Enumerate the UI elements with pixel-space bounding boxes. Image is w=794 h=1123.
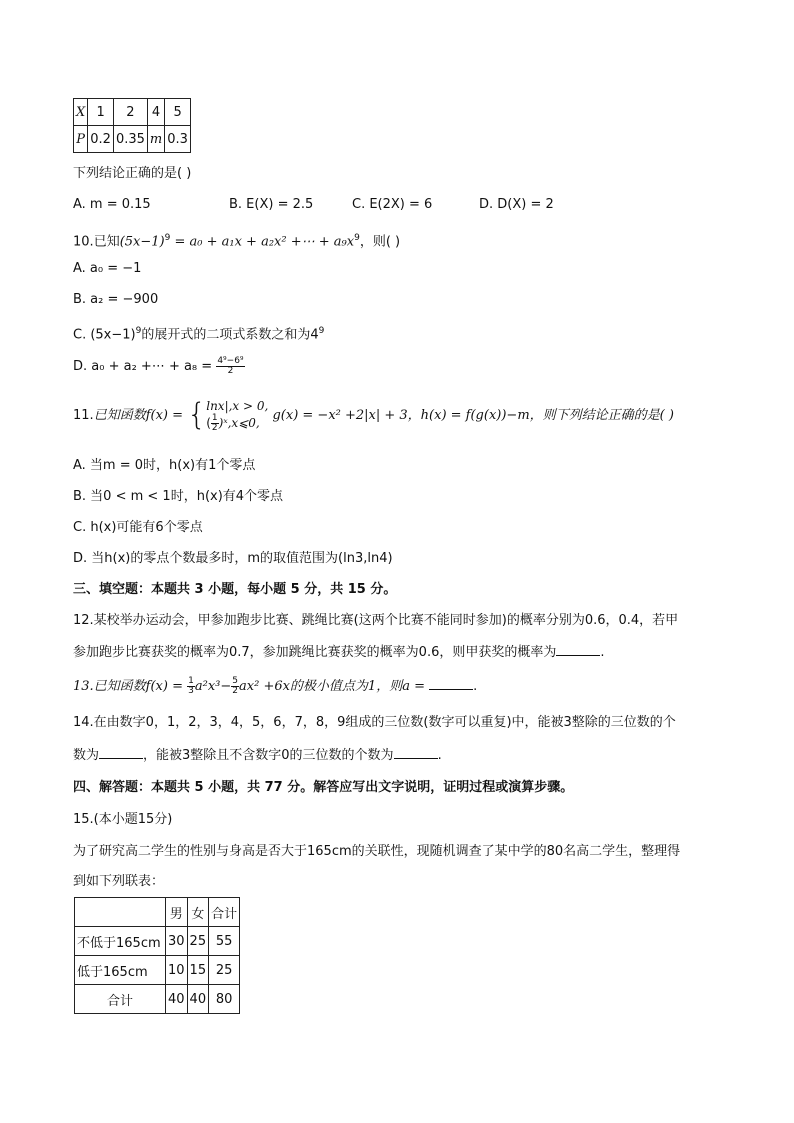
numerator: 1 — [211, 412, 218, 423]
question-11-option-c: C. h(x)可能有6个零点 — [73, 520, 203, 535]
option-text: D. a₀ + a₂ +⋯ + a₈ = — [73, 359, 213, 374]
option-text: 的展开式的二项式系数之和为4 — [141, 327, 319, 343]
question-number: 10. — [73, 234, 94, 250]
end-mark: . — [600, 645, 605, 660]
table-header-row — [75, 898, 240, 927]
math-term: ax² +6x的极小值点为1，则a = — [239, 679, 430, 694]
question-9-stem: 下列结论正确的是( ) — [73, 166, 192, 181]
table-cell: 合计 — [75, 985, 166, 1014]
fraction — [187, 677, 195, 696]
table-row — [74, 99, 191, 126]
question-9-option-a: A. m = 0.15 — [73, 197, 151, 212]
question-text: ，能被3整除且不含数字0的三位数的个数为 — [143, 748, 394, 763]
end-mark: . — [473, 679, 478, 694]
question-12-line-2 — [73, 643, 605, 663]
fraction — [231, 677, 239, 696]
question-10-stem — [73, 228, 400, 252]
stem-text: ，则( ) — [359, 234, 401, 250]
math-term: a²x³− — [194, 679, 232, 694]
math-expression: (5x−1) — [119, 234, 165, 250]
table-cell: 4 — [147, 99, 164, 126]
table-cell: 25 — [209, 956, 240, 985]
table-cell: 1 — [88, 99, 114, 126]
question-15-heading: 15.(本小题15分) — [73, 812, 173, 827]
table-cell: 0.2 — [88, 126, 114, 153]
question-text: 13.已知函数f(x) = — [73, 679, 183, 694]
question-10-option-d — [73, 357, 245, 377]
question-12-line-1: 12.某校举办运动会，甲参加跑步比赛、跳绳比赛(这两个比赛不能同时参加)的概率分别为0.6，0.4，若甲 — [73, 613, 679, 628]
numerator: 5 — [232, 676, 239, 686]
table-cell: 2 — [113, 99, 147, 126]
table-cell: 低于165cm — [75, 956, 166, 985]
denominator: 2 — [211, 422, 218, 433]
numerator: 1 — [188, 676, 194, 686]
answer-blank — [556, 643, 600, 656]
exponent: 9 — [164, 233, 171, 243]
table-cell: 10 — [166, 956, 188, 985]
table-header-cell: 男 — [166, 898, 188, 927]
question-13 — [73, 677, 477, 697]
question-15-line-2: 到如下列联表： — [73, 874, 165, 889]
table-cell: P — [74, 126, 88, 153]
answer-blank — [394, 746, 438, 759]
exponent: 9 — [135, 326, 142, 336]
piecewise-cases — [206, 399, 268, 433]
exponent: 9 — [318, 326, 325, 336]
question-number: 11. — [73, 408, 94, 423]
case-1: lnx|,x > 0, — [206, 398, 269, 413]
table-cell: 0.3 — [165, 126, 191, 153]
question-10-option-a: A. a₀ = −1 — [73, 261, 142, 276]
table-header-cell: 合计 — [209, 898, 240, 927]
question-text: 数为 — [73, 748, 100, 763]
fraction — [211, 414, 219, 433]
distribution-table — [73, 98, 191, 153]
table-cell: 不低于165cm — [75, 927, 166, 956]
stem-text: g(x) = −x² +2|x| + 3，h(x) = f(g(x))−m，则下列结论正确的是( ) — [272, 408, 674, 423]
math-expression: = a₀ + a₁x + a₂x² +⋯ + a₉x — [170, 234, 355, 250]
table-row — [75, 956, 240, 985]
denominator: 3 — [188, 686, 194, 696]
question-11-option-a: A. 当m = 0时，h(x)有1个零点 — [73, 458, 256, 473]
section-4-heading: 四、解答题：本题共 5 小题，共 77 分。解答应写出文字说明，证明过程或演算步骤。 — [73, 780, 574, 795]
table-cell: 40 — [166, 985, 188, 1014]
answer-blank — [99, 746, 143, 759]
table-row — [75, 985, 240, 1014]
table-cell: X — [74, 99, 88, 126]
question-text: 参加跑步比赛获奖的概率为0.7，参加跳绳比赛获奖的概率为0.6，则甲获奖的概率为 — [73, 645, 557, 660]
section-3-heading: 三、填空题：本题共 3 小题，每小题 5 分，共 15 分。 — [73, 582, 397, 597]
denominator: 2 — [232, 686, 239, 696]
brace-symbol: { — [187, 397, 207, 433]
table-cell: 55 — [209, 927, 240, 956]
exponent: 9 — [354, 233, 360, 243]
table-cell — [75, 898, 166, 927]
table-header-cell: 女 — [187, 898, 209, 927]
option-text: C. (5x−1) — [73, 327, 136, 343]
table-cell: 15 — [187, 956, 209, 985]
table-cell: 25 — [187, 927, 209, 956]
answer-blank — [429, 677, 473, 690]
question-10-option-b: B. a₂ = −900 — [73, 292, 159, 307]
fraction — [216, 357, 244, 376]
stem-text: 已知 — [93, 234, 120, 250]
question-9-option-d: D. D(X) = 2 — [479, 197, 554, 212]
numerator: 4⁹−6⁹ — [217, 356, 244, 366]
end-mark: . — [437, 748, 442, 763]
table-cell: 0.35 — [113, 126, 147, 153]
question-10-option-c — [73, 321, 324, 345]
question-14-line-1: 14.在由数字0，1，2，3，4，5，6，7，8，9组成的三位数(数字可以重复)中，能被3整除的三位数的个 — [73, 715, 676, 730]
table-cell: 30 — [166, 927, 188, 956]
question-11-stem — [73, 398, 674, 434]
question-11-option-b: B. 当0 < m < 1时，h(x)有4个零点 — [73, 489, 284, 504]
contingency-table — [74, 897, 240, 1014]
table-cell: 40 — [187, 985, 209, 1014]
question-9-option-b: B. E(X) = 2.5 — [229, 197, 314, 212]
question-11-option-d: D. 当h(x)的零点个数最多时，m的取值范围为(ln3,ln4) — [73, 551, 393, 566]
table-cell: m — [147, 126, 164, 153]
denominator: 2 — [227, 366, 234, 376]
question-15-line-1: 为了研究高二学生的性别与身高是否大于165cm的关联性，现随机调查了某中学的80名高二学生，整理得 — [73, 844, 681, 859]
stem-text: 已知函数f(x) = — [93, 408, 183, 423]
table-cell: 80 — [209, 985, 240, 1014]
case-2-tail: )ˣ,x⩽0, — [218, 415, 260, 430]
table-cell: 5 — [165, 99, 191, 126]
question-9-option-c: C. E(2X) = 6 — [352, 197, 433, 212]
table-row — [74, 126, 191, 153]
case-2: ( $\frac{1}{2}$ )ˣ,x⩽0, — [206, 412, 260, 433]
table-row — [75, 927, 240, 956]
question-14-line-2 — [73, 746, 442, 766]
